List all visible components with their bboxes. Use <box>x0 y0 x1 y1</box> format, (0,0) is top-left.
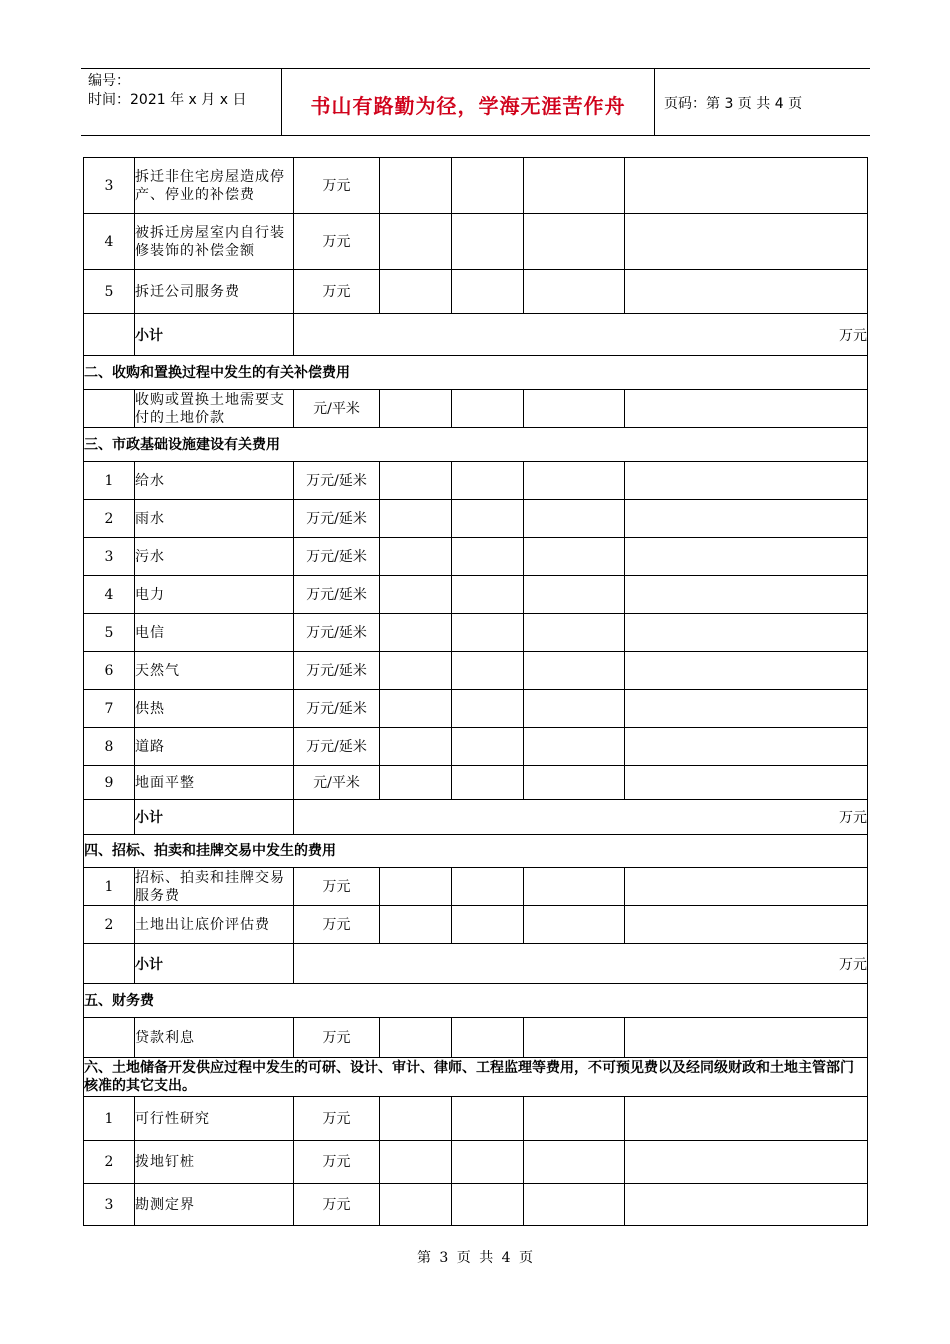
value-cell <box>380 690 452 728</box>
remark-cell <box>625 576 868 614</box>
row-unit: 万元 <box>294 1097 380 1141</box>
value-cell <box>380 214 452 270</box>
remark-cell <box>625 906 868 944</box>
value-cell <box>524 1018 625 1058</box>
value-cell <box>452 868 524 906</box>
table-row <box>84 690 868 728</box>
row-number: 2 <box>84 906 135 944</box>
row-unit: 元/平米 <box>294 766 380 800</box>
table-row <box>84 766 868 800</box>
row-number: 2 <box>84 500 135 538</box>
table-row <box>84 390 868 428</box>
row-number: 9 <box>84 766 135 800</box>
value-cell <box>524 538 625 576</box>
row-unit: 万元/延米 <box>294 652 380 690</box>
row-unit: 万元/延米 <box>294 500 380 538</box>
remark-cell <box>625 1141 868 1184</box>
subtotal-unit: 万元 <box>294 314 868 356</box>
row-number: 1 <box>84 1097 135 1141</box>
value-cell <box>380 906 452 944</box>
value-cell <box>380 652 452 690</box>
value-cell <box>524 270 625 314</box>
table-row <box>84 270 868 314</box>
row-unit: 万元 <box>294 906 380 944</box>
row-item: 被拆迁房屋室内自行装修装饰的补偿金额 <box>135 214 294 270</box>
section-title: 四、招标、拍卖和挂牌交易中发生的费用 <box>84 835 868 868</box>
value-cell <box>380 538 452 576</box>
header-top-rule <box>81 68 870 69</box>
table-row <box>84 614 868 652</box>
row-unit: 万元 <box>294 158 380 214</box>
value-cell <box>380 614 452 652</box>
value-cell <box>524 614 625 652</box>
row-item: 可行性研究 <box>135 1097 294 1141</box>
subtotal-unit: 万元 <box>294 800 868 835</box>
row-item: 拆迁公司服务费 <box>135 270 294 314</box>
row-item: 污水 <box>135 538 294 576</box>
value-cell <box>452 1018 524 1058</box>
value-cell <box>524 906 625 944</box>
header-bottom-rule <box>81 135 870 136</box>
row-number: 3 <box>84 538 135 576</box>
table-row <box>84 1141 868 1184</box>
value-cell <box>452 390 524 428</box>
row-unit: 万元 <box>294 1018 380 1058</box>
header-divider-right <box>654 68 655 136</box>
value-cell <box>524 1141 625 1184</box>
row-item: 勘测定界 <box>135 1184 294 1226</box>
value-cell <box>524 1097 625 1141</box>
value-cell <box>452 652 524 690</box>
row-item: 拆迁非住宅房屋造成停产、停业的补偿费 <box>135 158 294 214</box>
value-cell <box>380 1141 452 1184</box>
subtotal-unit: 万元 <box>294 944 868 984</box>
row-number: 7 <box>84 690 135 728</box>
remark-cell <box>625 390 868 428</box>
remark-cell <box>625 728 868 766</box>
table-row <box>84 868 868 906</box>
table-row <box>84 652 868 690</box>
value-cell <box>524 576 625 614</box>
value-cell <box>524 158 625 214</box>
section-title: 六、土地储备开发供应过程中发生的可研、设计、审计、律师、工程监理等费用，不可预见费以及经同级财政和土地主管部门核准的其它支出。 <box>84 1058 868 1097</box>
remark-cell <box>625 868 868 906</box>
value-cell <box>380 270 452 314</box>
remark-cell <box>625 270 868 314</box>
table-row <box>84 158 868 214</box>
section-title: 五、财务费 <box>84 984 868 1018</box>
value-cell <box>380 1184 452 1226</box>
value-cell <box>452 538 524 576</box>
subtotal-label: 小计 <box>135 314 294 356</box>
row-item: 电力 <box>135 576 294 614</box>
value-cell <box>452 214 524 270</box>
row-unit: 万元/延米 <box>294 690 380 728</box>
table-row <box>84 576 868 614</box>
page-footer: 第 3 页 共 4 页 <box>416 1250 534 1266</box>
remark-cell <box>625 766 868 800</box>
remark-cell <box>625 462 868 500</box>
row-unit: 万元/延米 <box>294 728 380 766</box>
value-cell <box>524 214 625 270</box>
section-header <box>84 356 868 390</box>
section-header <box>84 1058 868 1097</box>
value-cell <box>380 158 452 214</box>
table-row <box>84 1097 868 1141</box>
section-header <box>84 835 868 868</box>
value-cell <box>452 158 524 214</box>
header-motto: 书山有路勤为径，学海无涯苦作舟 <box>310 94 626 118</box>
value-cell <box>452 1184 524 1226</box>
row-unit: 万元/延米 <box>294 614 380 652</box>
value-cell <box>380 728 452 766</box>
row-number <box>84 1018 135 1058</box>
value-cell <box>524 1184 625 1226</box>
remark-cell <box>625 214 868 270</box>
remark-cell <box>625 538 868 576</box>
value-cell <box>452 906 524 944</box>
fee-table <box>83 157 868 1226</box>
row-number: 1 <box>84 462 135 500</box>
row-number: 5 <box>84 270 135 314</box>
subtotal-row <box>84 800 868 835</box>
value-cell <box>380 390 452 428</box>
row-item: 地面平整 <box>135 766 294 800</box>
row-item: 供热 <box>135 690 294 728</box>
value-cell <box>524 390 625 428</box>
value-cell <box>452 576 524 614</box>
table-row <box>84 906 868 944</box>
row-item: 天然气 <box>135 652 294 690</box>
row-unit: 万元 <box>294 214 380 270</box>
row-unit: 万元/延米 <box>294 538 380 576</box>
blank-cell <box>84 800 135 835</box>
value-cell <box>380 766 452 800</box>
row-unit: 元/平米 <box>294 390 380 428</box>
value-cell <box>524 690 625 728</box>
row-unit: 万元/延米 <box>294 462 380 500</box>
row-unit: 万元 <box>294 1184 380 1226</box>
document-number-label: 编号： <box>88 73 130 89</box>
remark-cell <box>625 690 868 728</box>
value-cell <box>524 462 625 500</box>
row-number: 4 <box>84 576 135 614</box>
row-item: 雨水 <box>135 500 294 538</box>
table-row <box>84 538 868 576</box>
row-number: 3 <box>84 1184 135 1226</box>
row-unit: 万元/延米 <box>294 576 380 614</box>
row-item: 招标、拍卖和挂牌交易服务费 <box>135 868 294 906</box>
value-cell <box>380 1018 452 1058</box>
value-cell <box>380 868 452 906</box>
row-item: 拨地钉桩 <box>135 1141 294 1184</box>
section-header <box>84 984 868 1018</box>
value-cell <box>380 1097 452 1141</box>
row-item: 收购或置换土地需要支付的土地价款 <box>135 390 294 428</box>
value-cell <box>452 614 524 652</box>
value-cell <box>524 766 625 800</box>
document-time: 时间：2021 年 x 月 x 日 <box>88 92 247 108</box>
row-item: 给水 <box>135 462 294 500</box>
value-cell <box>380 500 452 538</box>
table-row <box>84 500 868 538</box>
table-row <box>84 462 868 500</box>
row-item: 土地出让底价评估费 <box>135 906 294 944</box>
row-number <box>84 390 135 428</box>
row-item: 道路 <box>135 728 294 766</box>
row-unit: 万元 <box>294 1141 380 1184</box>
row-number: 5 <box>84 614 135 652</box>
subtotal-label: 小计 <box>135 800 294 835</box>
value-cell <box>452 766 524 800</box>
value-cell <box>452 728 524 766</box>
subtotal-row <box>84 314 868 356</box>
table-row <box>84 1018 868 1058</box>
value-cell <box>452 1097 524 1141</box>
row-unit: 万元 <box>294 868 380 906</box>
row-number: 3 <box>84 158 135 214</box>
value-cell <box>452 690 524 728</box>
row-unit: 万元 <box>294 270 380 314</box>
remark-cell <box>625 1018 868 1058</box>
table-row <box>84 214 868 270</box>
row-number: 6 <box>84 652 135 690</box>
value-cell <box>524 652 625 690</box>
row-number: 8 <box>84 728 135 766</box>
subtotal-row <box>84 944 868 984</box>
remark-cell <box>625 1097 868 1141</box>
header-meta <box>88 72 246 110</box>
blank-cell <box>84 944 135 984</box>
value-cell <box>452 500 524 538</box>
remark-cell <box>625 158 868 214</box>
remark-cell <box>625 500 868 538</box>
value-cell <box>380 576 452 614</box>
remark-cell <box>625 1184 868 1226</box>
value-cell <box>524 868 625 906</box>
row-item: 电信 <box>135 614 294 652</box>
value-cell <box>524 728 625 766</box>
value-cell <box>452 1141 524 1184</box>
section-header <box>84 428 868 462</box>
remark-cell <box>625 652 868 690</box>
row-number: 1 <box>84 868 135 906</box>
subtotal-label: 小计 <box>135 944 294 984</box>
header-page-info: 页码：第 3 页 共 4 页 <box>664 96 803 112</box>
row-item: 贷款利息 <box>135 1018 294 1058</box>
table-row <box>84 1184 868 1226</box>
value-cell <box>380 462 452 500</box>
value-cell <box>452 270 524 314</box>
section-title: 二、收购和置换过程中发生的有关补偿费用 <box>84 356 868 390</box>
value-cell <box>524 500 625 538</box>
row-number: 4 <box>84 214 135 270</box>
blank-cell <box>84 314 135 356</box>
table-row <box>84 728 868 766</box>
remark-cell <box>625 614 868 652</box>
value-cell <box>452 462 524 500</box>
row-number: 2 <box>84 1141 135 1184</box>
section-title: 三、市政基础设施建设有关费用 <box>84 428 868 462</box>
